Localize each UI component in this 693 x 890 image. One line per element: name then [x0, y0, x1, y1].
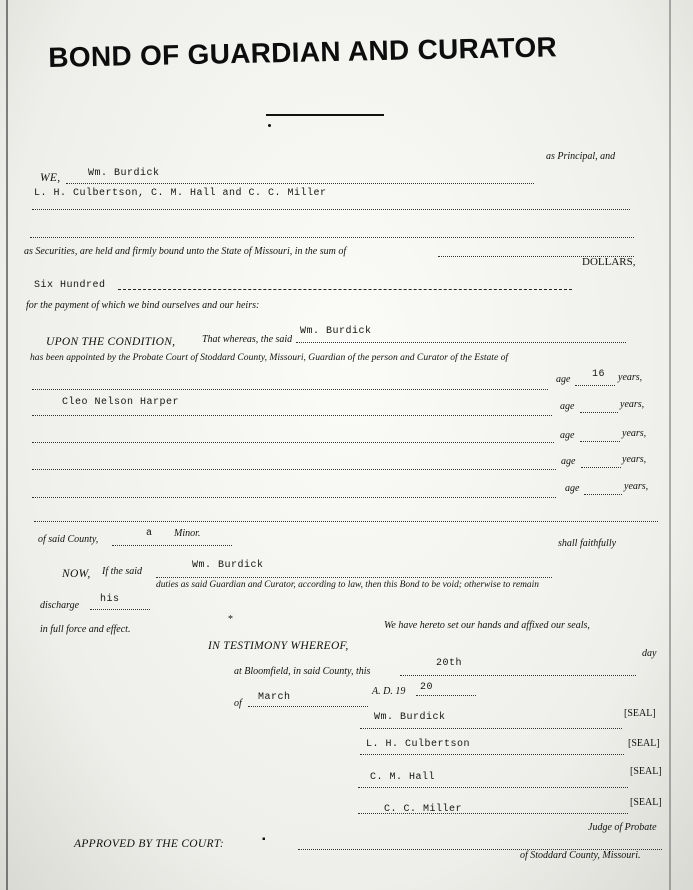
signature-name: C. M. Hall	[370, 772, 436, 783]
now-suffix: shall faithfully	[558, 538, 617, 549]
ward-age-label: age	[565, 483, 580, 494]
title-rule	[266, 114, 384, 116]
condition-name: Wm. Burdick	[300, 326, 372, 337]
ward-age-line	[580, 440, 620, 442]
payment-text: for the payment of which we bind ourselves and our heirs:	[26, 300, 260, 311]
ward-years-label: years,	[618, 372, 643, 383]
testimony-ad: A. D. 19	[372, 686, 406, 697]
county-line	[112, 544, 232, 546]
principal-name: Wm. Burdick	[88, 168, 160, 179]
discharge-text: duties as said Guardian and Curator, according to law, then this Bond to be void; otherwise to remain	[156, 580, 539, 590]
testimony-year: 20	[420, 682, 434, 693]
signature-line	[360, 727, 622, 729]
now-line	[156, 576, 552, 578]
signature-name: Wm. Burdick	[374, 712, 446, 723]
title-dot	[268, 124, 271, 127]
signature-name: L. H. Culbertson	[366, 739, 471, 750]
ward-age-line	[584, 493, 622, 495]
testimony-day: 20th	[436, 658, 463, 669]
testimony-day-line	[400, 674, 636, 676]
testimony-text: We have hereto set our hands and affixed our seals,	[384, 620, 590, 631]
ward-age-label: age	[560, 430, 575, 441]
now-name: Wm. Burdick	[192, 560, 264, 571]
condition-text: That whereas, the said	[202, 334, 293, 345]
principal-suffix: as Principal, and	[546, 151, 616, 162]
ward-name-line	[32, 414, 552, 416]
securities-line-2	[30, 236, 634, 238]
condition-line2: has been appointed by the Probate Court of Stoddard County, Missouri, Guardian of the person and Curator of the Estate of	[30, 352, 509, 363]
seal-label: [SEAL]	[630, 766, 662, 777]
testimony-place: at Bloomfield, in said County, this	[234, 666, 371, 677]
testimony-of: of	[234, 698, 242, 709]
condition-line	[296, 341, 626, 343]
ward-name-line	[32, 388, 548, 390]
discharge-prefix: discharge	[40, 600, 80, 611]
testimony-month: March	[258, 692, 291, 703]
document-title: BOND OF GUARDIAN AND CURATOR	[48, 31, 558, 73]
testimony-lead: IN TESTIMONY WHEREOF,	[208, 640, 349, 652]
tick-mark: ▪	[262, 834, 266, 845]
county-article: a	[146, 528, 153, 539]
principal-prefix: WE,	[40, 172, 61, 184]
seal-label: [SEAL]	[630, 797, 662, 808]
amount-unit: DOLLARS,	[582, 256, 636, 268]
ward-name-line	[32, 496, 556, 498]
county-minor: Minor.	[174, 528, 201, 539]
judge-label: Judge of Probate	[588, 822, 657, 833]
testimony-year-line	[416, 694, 476, 696]
discharge-pronoun: his	[100, 594, 120, 605]
ward-age-line	[581, 466, 621, 468]
full-force-text: in full force and effect.	[40, 624, 131, 635]
ward-age-line	[575, 384, 615, 386]
ward-name: Cleo Nelson Harper	[62, 397, 180, 408]
page-edge-left	[6, 0, 8, 890]
now-lead: NOW,	[62, 568, 91, 580]
ward-years-label: years,	[622, 428, 647, 439]
ward-age-label: age	[561, 456, 576, 467]
page-edge-right	[669, 0, 671, 890]
now-text: If the said	[102, 566, 142, 577]
approval-label: APPROVED BY THE COURT:	[74, 838, 225, 850]
ward-name-line	[32, 468, 556, 470]
condition-lead: UPON THE CONDITION,	[46, 336, 176, 348]
testimony-day-label: day	[642, 648, 657, 659]
ward-name-line	[32, 441, 554, 443]
seal-label: [SEAL]	[624, 708, 656, 719]
amount-words: Six Hundred	[34, 280, 106, 291]
ward-years-label: years,	[622, 454, 647, 465]
ward-years-label: years,	[620, 399, 645, 410]
signature-line	[358, 786, 628, 788]
securities-line-1	[32, 208, 630, 210]
ward-extra-line	[34, 520, 658, 522]
securities-names: L. H. Culbertson, C. M. Hall and C. C. Miller	[34, 188, 327, 199]
asterisk-mark: *	[228, 614, 233, 625]
ward-age-label: age	[556, 374, 571, 385]
ward-age-line	[580, 411, 618, 413]
discharge-pronoun-line	[90, 608, 150, 610]
testimony-month-line	[248, 705, 368, 707]
amount-line	[118, 288, 572, 290]
ward-years-label: years,	[624, 481, 649, 492]
seal-label: [SEAL]	[628, 738, 660, 749]
securities-text: as Securities, are held and firmly bound unto the State of Missouri, in the sum of	[24, 246, 347, 257]
signature-line	[360, 753, 624, 755]
ward-age-label: age	[560, 401, 575, 412]
approval-county: of Stoddard County, Missouri.	[520, 850, 641, 861]
ward-age: 16	[592, 369, 606, 380]
principal-line	[66, 182, 534, 184]
signature-name: C. C. Miller	[384, 804, 463, 815]
county-prefix: of said County,	[38, 534, 99, 545]
